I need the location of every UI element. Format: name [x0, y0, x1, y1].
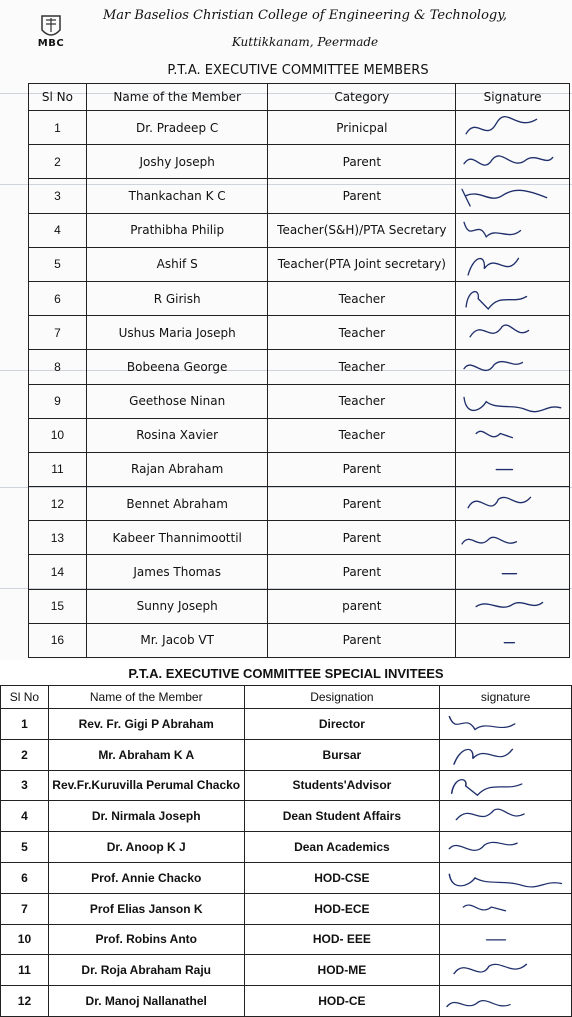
table-row — [29, 145, 570, 179]
category-cell: Teacher — [268, 418, 456, 452]
sl-no-cell: 15 — [29, 589, 87, 623]
handwritten-signature — [440, 986, 571, 1016]
signature-cell — [456, 452, 570, 486]
signature-stroke — [476, 431, 512, 437]
table-row — [29, 555, 570, 589]
column-header-sl-no: Sl No — [29, 84, 87, 111]
signature-stroke — [468, 497, 530, 507]
signature-cell — [456, 281, 570, 315]
column-header-name: Name of the Member — [86, 84, 268, 111]
sl-no-cell: 1 — [1, 709, 49, 740]
handwritten-signature — [456, 145, 569, 178]
handwritten-signature — [456, 179, 569, 212]
sl-no-cell: 8 — [29, 350, 87, 384]
sl-no-cell: 10 — [29, 418, 87, 452]
handwritten-signature — [440, 863, 571, 893]
handwritten-signature — [456, 624, 569, 657]
handwritten-signature — [456, 282, 569, 315]
signature-cell — [456, 350, 570, 384]
category-cell: Teacher — [268, 316, 456, 350]
committee-table — [28, 83, 570, 658]
signature-stroke — [464, 156, 553, 165]
signature-stroke — [464, 362, 522, 371]
signature-cell — [456, 213, 570, 247]
member-name-cell: Rajan Abraham — [86, 452, 268, 486]
member-name-cell: James Thomas — [86, 555, 268, 589]
designation-cell: HOD-CSE — [244, 862, 440, 893]
handwritten-signature — [440, 894, 571, 924]
handwritten-signature — [440, 801, 571, 831]
table-row — [29, 487, 570, 521]
sl-no-cell: 11 — [1, 955, 49, 986]
sl-no-cell: 2 — [1, 739, 49, 770]
signature-stroke — [454, 965, 526, 974]
member-name-cell: Ashif S — [86, 247, 268, 281]
signature-cell — [456, 487, 570, 521]
table-row — [29, 111, 570, 145]
designation-cell: Students'Advisor — [244, 770, 440, 801]
category-cell: Teacher — [268, 281, 456, 315]
signature-cell — [456, 521, 570, 555]
signature-stroke — [464, 222, 520, 237]
signature-cell — [456, 384, 570, 418]
signature-cell — [440, 770, 572, 801]
signature-stroke — [457, 810, 525, 820]
logo-text: MBC — [37, 38, 65, 49]
table-row — [29, 281, 570, 315]
sl-no-cell: 12 — [29, 487, 87, 521]
member-name-cell: Rev.Fr.Kuruvilla Perumal Chacko — [48, 770, 244, 801]
sl-no-cell: 6 — [1, 862, 49, 893]
handwritten-signature — [456, 487, 569, 520]
member-name-cell: Kabeer Thannimoottil — [86, 521, 268, 555]
college-name: Mar Baselios Christian College of Engineering & Technology, — [103, 8, 507, 23]
member-name-cell: Rev. Fr. Gigi P Abraham — [48, 709, 244, 740]
member-name-cell: Dr. Roja Abraham Raju — [48, 955, 244, 986]
member-name-cell: Geethose Ninan — [86, 384, 268, 418]
handwritten-signature — [456, 385, 569, 418]
designation-cell: Bursar — [244, 739, 440, 770]
handwritten-signature — [456, 419, 569, 452]
handwritten-signature — [440, 771, 571, 801]
category-cell: Prinicpal — [268, 111, 456, 145]
handwritten-signature — [440, 740, 571, 770]
column-header-designation: Designation — [244, 686, 440, 709]
invitees-header-row — [1, 686, 572, 709]
signature-cell — [456, 418, 570, 452]
designation-cell: Dean Academics — [244, 832, 440, 863]
table-row — [29, 247, 570, 281]
handwritten-signature — [440, 955, 571, 985]
sl-no-cell: 13 — [29, 521, 87, 555]
handwritten-signature — [440, 832, 571, 862]
column-header-signature: Signature — [456, 84, 570, 111]
signature-cell — [456, 316, 570, 350]
designation-cell: Dean Student Affairs — [244, 801, 440, 832]
sl-no-cell: 4 — [1, 801, 49, 832]
signature-stroke — [466, 292, 526, 309]
sl-no-cell: 7 — [1, 893, 49, 924]
designation-cell: HOD- EEE — [244, 924, 440, 955]
member-name-cell: Prof Elias Janson K — [48, 893, 244, 924]
category-cell: Parent — [268, 145, 456, 179]
category-cell: Parent — [268, 521, 456, 555]
sl-no-cell: 5 — [29, 247, 87, 281]
member-name-cell: Ushus Maria Joseph — [86, 316, 268, 350]
table-row — [1, 770, 572, 801]
designation-cell: Director — [244, 709, 440, 740]
signature-cell — [456, 623, 570, 657]
member-name-cell: Dr. Manoj Nallanathel — [48, 986, 244, 1017]
member-name-cell: Bennet Abraham — [86, 487, 268, 521]
table-row — [29, 213, 570, 247]
handwritten-signature — [440, 709, 571, 739]
signature-stroke — [450, 716, 515, 729]
handwritten-signature — [456, 521, 569, 554]
sl-no-cell: 4 — [29, 213, 87, 247]
member-name-cell: Thankachan K C — [86, 179, 268, 213]
signature-stroke — [447, 1001, 510, 1007]
signature-stroke — [462, 190, 547, 207]
category-cell: Teacher — [268, 384, 456, 418]
signature-stroke — [470, 325, 528, 337]
sl-no-cell: 10 — [1, 924, 49, 955]
sl-no-cell: 11 — [29, 452, 87, 486]
column-header-category: Category — [268, 84, 456, 111]
signature-cell — [440, 924, 572, 955]
column-header-sl-no: Sl No — [1, 686, 49, 709]
signature-cell — [440, 739, 572, 770]
sl-no-cell: 9 — [29, 384, 87, 418]
category-cell: Parent — [268, 623, 456, 657]
sl-no-cell: 5 — [1, 832, 49, 863]
member-name-cell: Prof. Robins Anto — [48, 924, 244, 955]
committee-title: P.T.A. EXECUTIVE COMMITTEE MEMBERS — [167, 63, 429, 78]
category-cell: parent — [268, 589, 456, 623]
signature-cell — [440, 832, 572, 863]
table-row — [29, 350, 570, 384]
signature-cell — [456, 179, 570, 213]
handwritten-signature — [456, 453, 569, 486]
member-name-cell: Joshy Joseph — [86, 145, 268, 179]
signature-cell — [456, 247, 570, 281]
member-name-cell: Mr. Jacob VT — [86, 623, 268, 657]
column-header-name: Name of the Member — [48, 686, 244, 709]
sl-no-cell: 1 — [29, 111, 87, 145]
invitees-table — [0, 685, 572, 1017]
sl-no-cell: 7 — [29, 316, 87, 350]
category-cell: Teacher(S&H)/PTA Secretary — [268, 213, 456, 247]
category-cell: Parent — [268, 179, 456, 213]
member-name-cell: Prof. Annie Chacko — [48, 862, 244, 893]
signature-stroke — [452, 779, 522, 795]
category-cell: Teacher(PTA Joint secretary) — [268, 247, 456, 281]
signature-cell — [440, 801, 572, 832]
signature-stroke — [464, 397, 561, 411]
sl-no-cell: 16 — [29, 623, 87, 657]
column-header-signature: signature — [440, 686, 572, 709]
table-row — [1, 739, 572, 770]
category-cell: Teacher — [268, 350, 456, 384]
designation-cell: HOD-ECE — [244, 893, 440, 924]
signature-stroke — [476, 602, 542, 607]
table-row — [29, 623, 570, 657]
signature-stroke — [466, 117, 537, 134]
member-name-cell: Sunny Joseph — [86, 589, 268, 623]
sl-no-cell: 12 — [1, 986, 49, 1017]
invitees-title: P.T.A. EXECUTIVE COMMITTEE SPECIAL INVITEES — [128, 666, 444, 681]
signature-cell — [456, 555, 570, 589]
table-row — [1, 955, 572, 986]
table-row — [29, 589, 570, 623]
category-cell: Parent — [268, 555, 456, 589]
member-name-cell: Mr. Abraham K A — [48, 739, 244, 770]
category-cell: Parent — [268, 452, 456, 486]
member-name-cell: Dr. Pradeep C — [86, 111, 268, 145]
member-name-cell: Dr. Anoop K J — [48, 832, 244, 863]
table-row — [29, 179, 570, 213]
sl-no-cell: 14 — [29, 555, 87, 589]
handwritten-signature — [456, 590, 569, 623]
signature-cell — [440, 955, 572, 986]
signature-stroke — [450, 874, 562, 887]
table-row — [1, 709, 572, 740]
handwritten-signature — [456, 350, 569, 383]
table-row — [29, 521, 570, 555]
handwritten-signature — [456, 111, 569, 144]
table-row — [29, 418, 570, 452]
signature-cell — [440, 862, 572, 893]
handwritten-signature — [456, 555, 569, 588]
handwritten-signature — [456, 316, 569, 349]
table-row — [1, 893, 572, 924]
committee-header-row — [29, 84, 570, 111]
signature-stroke — [462, 538, 516, 545]
signature-stroke — [450, 843, 518, 851]
member-name-cell: Prathibha Philip — [86, 213, 268, 247]
sl-no-cell: 3 — [29, 179, 87, 213]
table-row — [29, 316, 570, 350]
category-cell: Parent — [268, 487, 456, 521]
signature-cell — [440, 893, 572, 924]
signature-cell — [440, 709, 572, 740]
sl-no-cell: 3 — [1, 770, 49, 801]
member-name-cell: R Girish — [86, 281, 268, 315]
handwritten-signature — [456, 214, 569, 247]
signature-stroke — [468, 258, 518, 275]
signature-cell — [456, 145, 570, 179]
signature-stroke — [454, 749, 512, 764]
sl-no-cell: 6 — [29, 281, 87, 315]
table-row — [1, 801, 572, 832]
designation-cell: HOD-CE — [244, 986, 440, 1017]
college-place: Kuttikkanam, Peermade — [231, 35, 379, 49]
signature-stroke — [464, 905, 506, 911]
member-name-cell: Rosina Xavier — [86, 418, 268, 452]
signature-cell — [456, 589, 570, 623]
sl-no-cell: 2 — [29, 145, 87, 179]
table-row — [1, 924, 572, 955]
table-row — [29, 452, 570, 486]
handwritten-signature — [440, 925, 571, 955]
table-row — [29, 384, 570, 418]
handwritten-signature — [456, 248, 569, 281]
designation-cell: HOD-ME — [244, 955, 440, 986]
signature-cell — [456, 111, 570, 145]
member-name-cell: Dr. Nirmala Joseph — [48, 801, 244, 832]
member-name-cell: Bobeena George — [86, 350, 268, 384]
table-row — [1, 832, 572, 863]
table-row — [1, 862, 572, 893]
